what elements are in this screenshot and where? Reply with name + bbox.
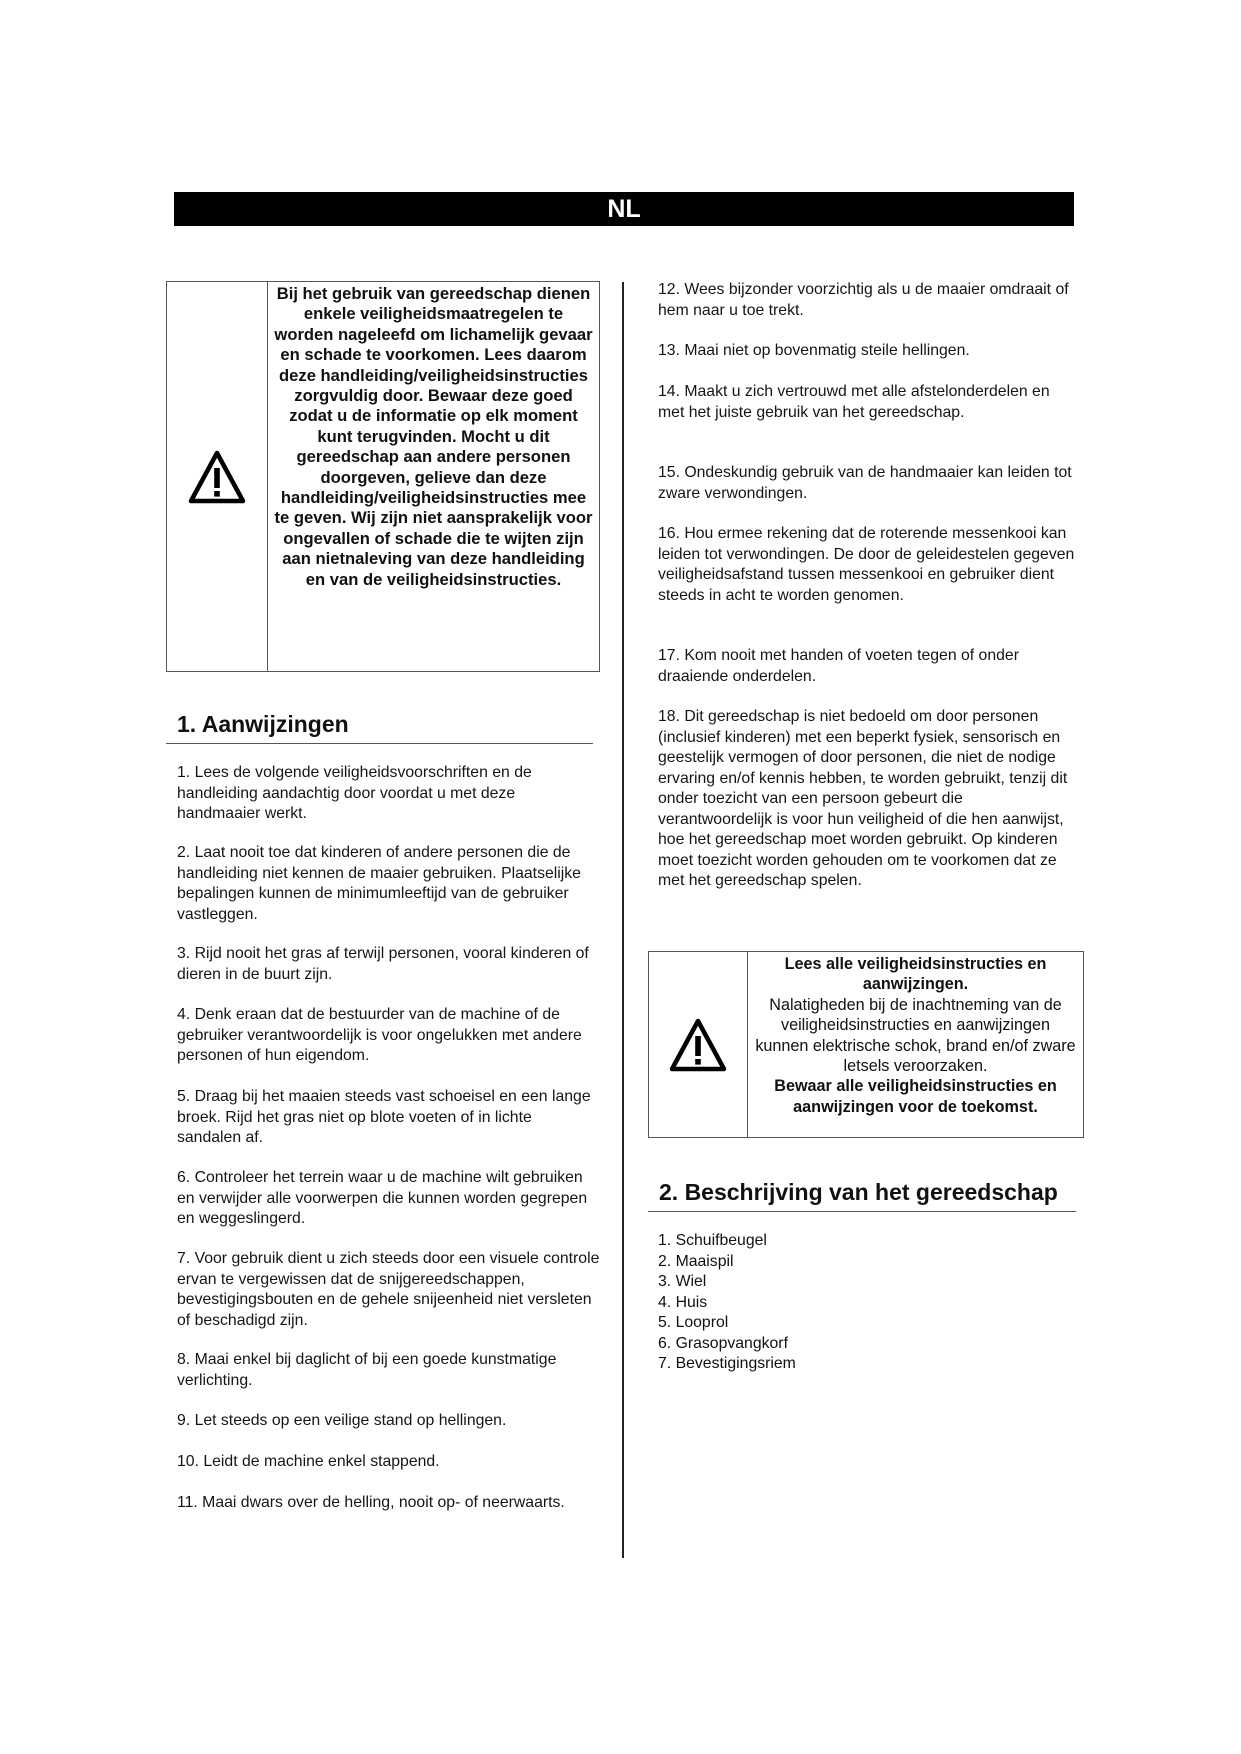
language-label: NL <box>607 194 641 223</box>
list-item: 6. Grasopvangkorf <box>658 1334 788 1352</box>
list-item: 7. Bevestigingsriem <box>658 1355 796 1372</box>
instruction-item-4: 4. Denk eraan dat de bestuurder van de machine of de gebruiker verantwoordelijk is voor ongelukken met andere personen of hun eigendom. <box>177 1006 582 1064</box>
instruction-item-14: 14. Maakt u zich vertrouwd met alle afstelonderdelen en met het juiste gebruik van het gereedschap. <box>658 383 1050 421</box>
instruction-item-11: 11. Maai dwars over de helling, nooit op- of neerwaarts. <box>177 1494 565 1511</box>
section-title-beschrijving: 2. Beschrijving van het gereedschap <box>648 1178 1076 1212</box>
instruction-item-17: 17. Kom nooit met handen of voeten tegen of onder draaiende onderdelen. <box>658 647 1019 685</box>
instruction-item-15: 15. Ondeskundig gebruik van de handmaaier kan leiden tot zware verwondingen. <box>658 464 1072 502</box>
language-header <box>174 192 1074 226</box>
list-item: 1. Schuifbeugel <box>658 1232 767 1249</box>
instruction-item-1: 1. Lees de volgende veiligheidsvoorschriften en de handleiding aandachtig door voordat u met deze handmaaier werkt. <box>177 764 532 822</box>
warning-safety-body: Nalatigheden bij de inachtneming van de veiligheidsinstructies en aanwijzingen kunnen elektrische schok, brand en/of zware letsels veroorzaken. <box>755 995 1076 1076</box>
warning-safety-heading: Lees alle veiligheidsinstructies en aanwijzingen. <box>784 955 1047 994</box>
instruction-item-10: 10. Leidt de machine enkel stappend. <box>177 1453 440 1470</box>
list-item: 5. Looprol <box>658 1314 729 1331</box>
list-item: 3. Wiel <box>658 1273 707 1290</box>
warning-triangle-icon <box>188 450 246 504</box>
warning-icon-cell <box>167 282 268 671</box>
warning-box-safety <box>648 951 1084 1138</box>
warning-triangle-icon <box>669 1018 727 1072</box>
list-item: 2. Maaispil <box>658 1252 734 1270</box>
list-item: 4. Huis <box>658 1293 708 1311</box>
warning-safety-text <box>748 952 1083 1137</box>
instruction-item-8: 8. Maai enkel bij daglicht of bij een goede kunstmatige verlichting. <box>177 1351 557 1389</box>
instruction-item-16: 16. Hou ermee rekening dat de roterende messenkooi kan leiden tot verwondingen. De door de geleidestelen gegeven veiligheidsafstand tussen messenkooi en gebruiker dient steeds in acht te worden genomen. <box>658 525 1075 604</box>
instruction-item-7: 7. Voor gebruik dient u zich steeds door een visuele controle ervan te vergewissen dat de snijgereedschappen, bevestigingsbouten en de gehele snijeenheid niet versleten of beschadigd zijn. <box>177 1250 600 1329</box>
warning-safety-footer: Bewaar alle veiligheidsinstructies en aanwijzingen voor de toekomst. <box>774 1077 1057 1116</box>
warning-box-main <box>166 281 600 672</box>
instruction-item-13: 13. Maai niet op bovenmatig steile hellingen. <box>658 342 970 359</box>
instruction-item-18: 18. Dit gereedschap is niet bedoeld om door personen (inclusief kinderen) met een beperkt fysiek, sensorisch en geestelijk vermogen of door personen, die niet de nodige ervaring en/of kennis hebben, te worden gebruikt, tenzij dit onder toezicht van een persoon gebeurt die verantwoordelijk is voor hun veiligheid of die hen aanwijst, hoe het gereedschap moet worden gebruikt. Op kinderen moet toezicht worden gehouden om te voorkomen dat ze met het gereedschap spelen. <box>658 708 1068 889</box>
instruction-item-5: 5. Draag bij het maaien steeds vast schoeisel en een lange broek. Rijd het gras niet op blote voeten of in lichte sandalen af. <box>177 1088 591 1146</box>
warning-main-text: Bij het gebruik van gereedschap dienen enkele veiligheidsmaatregelen te worden nageleefd om lichamelijk gevaar en schade te voorkomen. Lees daarom deze handleiding/veiligheidsinstructies zorgvuldig door. Bewaar deze goed zodat u de informatie op elk moment kunt terugvinden. Mocht u dit gereedschap aan andere personen doorgeven, gelieve dan deze handleiding/veiligheidsinstructies mee te geven. Wij zijn niet aansprakelijk voor ongevallen of schade die te wijten zijn aan nietnaleving van deze handleiding en van de veiligheidsinstructies. <box>274 284 593 589</box>
warning-icon-cell <box>649 952 748 1137</box>
instruction-item-12: 12. Wees bijzonder voorzichtig als u de maaier omdraait of hem naar u toe trekt. <box>658 281 1069 319</box>
instruction-item-2: 2. Laat nooit toe dat kinderen of andere personen die de handleiding niet kennen de maaier gebruiken. Plaatselijke bepalingen kunnen de minimumleeftijd van de gebruiker vastleggen. <box>177 844 581 923</box>
parts-list <box>658 1231 958 1375</box>
instruction-item-6: 6. Controleer het terrein waar u de machine wilt gebruiken en verwijder alle voorwerpen die kunnen worden gegrepen en weggeslingerd. <box>177 1169 588 1227</box>
instruction-item-9: 9. Let steeds op een veilige stand op hellingen. <box>177 1412 507 1429</box>
instruction-item-3: 3. Rijd nooit het gras af terwijl personen, vooral kinderen of dieren in de buurt zijn. <box>177 945 589 983</box>
section-title-aanwijzingen: 1. Aanwijzingen <box>166 710 593 744</box>
column-divider <box>622 282 624 1558</box>
